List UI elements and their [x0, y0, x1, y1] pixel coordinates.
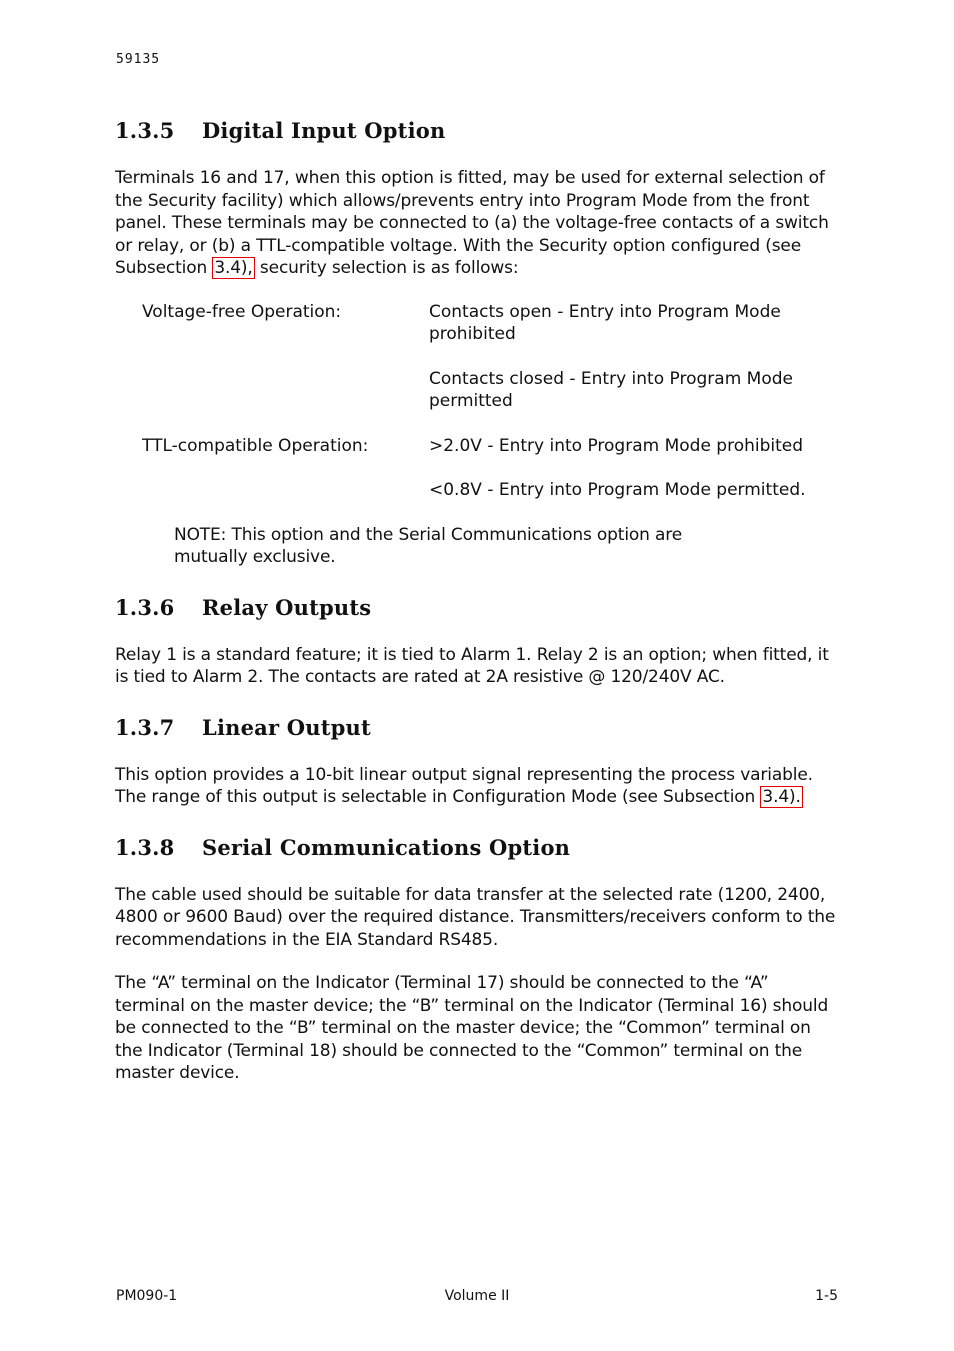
section-heading-1-3-5: [115, 116, 840, 146]
body-text: Terminals 16 and 17, when this option is fitted, may be used for external selection of the Security facility) which allows/prevents entry into Program Mode from the front panel. These terminals may be connected to (a) the voltage-free contacts of a switch or relay, or (b) a TTL-compatible voltage. With the Security option configured (see Subsection: [115, 168, 829, 278]
section-title: Linear Output: [202, 714, 371, 740]
section-title: Serial Communications Option: [202, 834, 571, 860]
section-heading-1-3-7: [115, 713, 840, 743]
footer-page-number: 1-5: [815, 1288, 838, 1304]
operation-value: Contacts closed - Entry into Program Mode permitted: [429, 368, 793, 411]
section-body: Relay 1 is a standard feature; it is tied to Alarm 1. Relay 2 is an option; when fitted, it is tied to Alarm 2. The contacts are rated at 2A resistive @ 120/240V AC.: [115, 644, 829, 687]
section-body: The “A” terminal on the Indicator (Terminal 17) should be connected to the “A” terminal on the master device; the “B” terminal on the Indicator (Terminal 16) should be connected to the “B” terminal on the master device; the “Common” terminal on the Indicator (Terminal 18) should be connected to the “Common” terminal on the master device.: [115, 973, 829, 1083]
operation-values: [429, 301, 840, 413]
operation-group-voltage-free: [115, 301, 840, 413]
document-id: 59135: [116, 52, 161, 67]
section-number: 1.3.8: [115, 834, 175, 860]
section-body: The cable used should be suitable for data transfer at the selected rate (1200, 2400, 4800 or 9600 Baud) over the required distance. Transmitters/receivers conform to the recommendations in the EIA Standard RS485.: [115, 884, 836, 950]
section-title: Relay Outputs: [202, 594, 372, 620]
operation-group-ttl: [115, 435, 840, 502]
operation-row: [115, 435, 840, 502]
footer-doc-number: PM090-1: [116, 1288, 178, 1304]
section-number: 1.3.6: [115, 594, 175, 620]
section-number: 1.3.7: [115, 714, 175, 740]
operation-value: >2.0V - Entry into Program Mode prohibited: [429, 435, 804, 456]
section-body: [115, 764, 840, 809]
section-heading-1-3-6: [115, 593, 840, 623]
page-footer: [116, 1288, 838, 1308]
body-text: This option provides a 10-bit linear output signal representing the process variable. The range of this output is selectable in Configuration Mode (see Subsection: [115, 764, 813, 807]
operation-label: Voltage-free Operation:: [142, 301, 342, 322]
section-number: 1.3.5: [115, 118, 175, 143]
body-text: security selection is as follows:: [254, 258, 519, 278]
operation-values: [429, 435, 840, 502]
footer-volume: Volume II: [444, 1288, 510, 1304]
section-heading-1-3-8: [115, 833, 840, 863]
section-title: Digital Input Option: [202, 118, 446, 143]
operation-label: TTL-compatible Operation:: [142, 435, 369, 456]
operation-value: <0.8V - Entry into Program Mode permitted.: [429, 480, 806, 500]
operation-table: [115, 301, 840, 502]
operation-row: [115, 301, 840, 413]
page-content: [115, 116, 840, 1085]
cross-reference-link[interactable]: 3.4),: [214, 258, 253, 278]
section-body: [115, 167, 840, 280]
cross-reference-link[interactable]: 3.4).: [762, 787, 801, 807]
note: NOTE: This option and the Serial Communications option are mutually exclusive.: [174, 524, 683, 567]
operation-value: Contacts open - Entry into Program Mode prohibited: [429, 301, 781, 344]
